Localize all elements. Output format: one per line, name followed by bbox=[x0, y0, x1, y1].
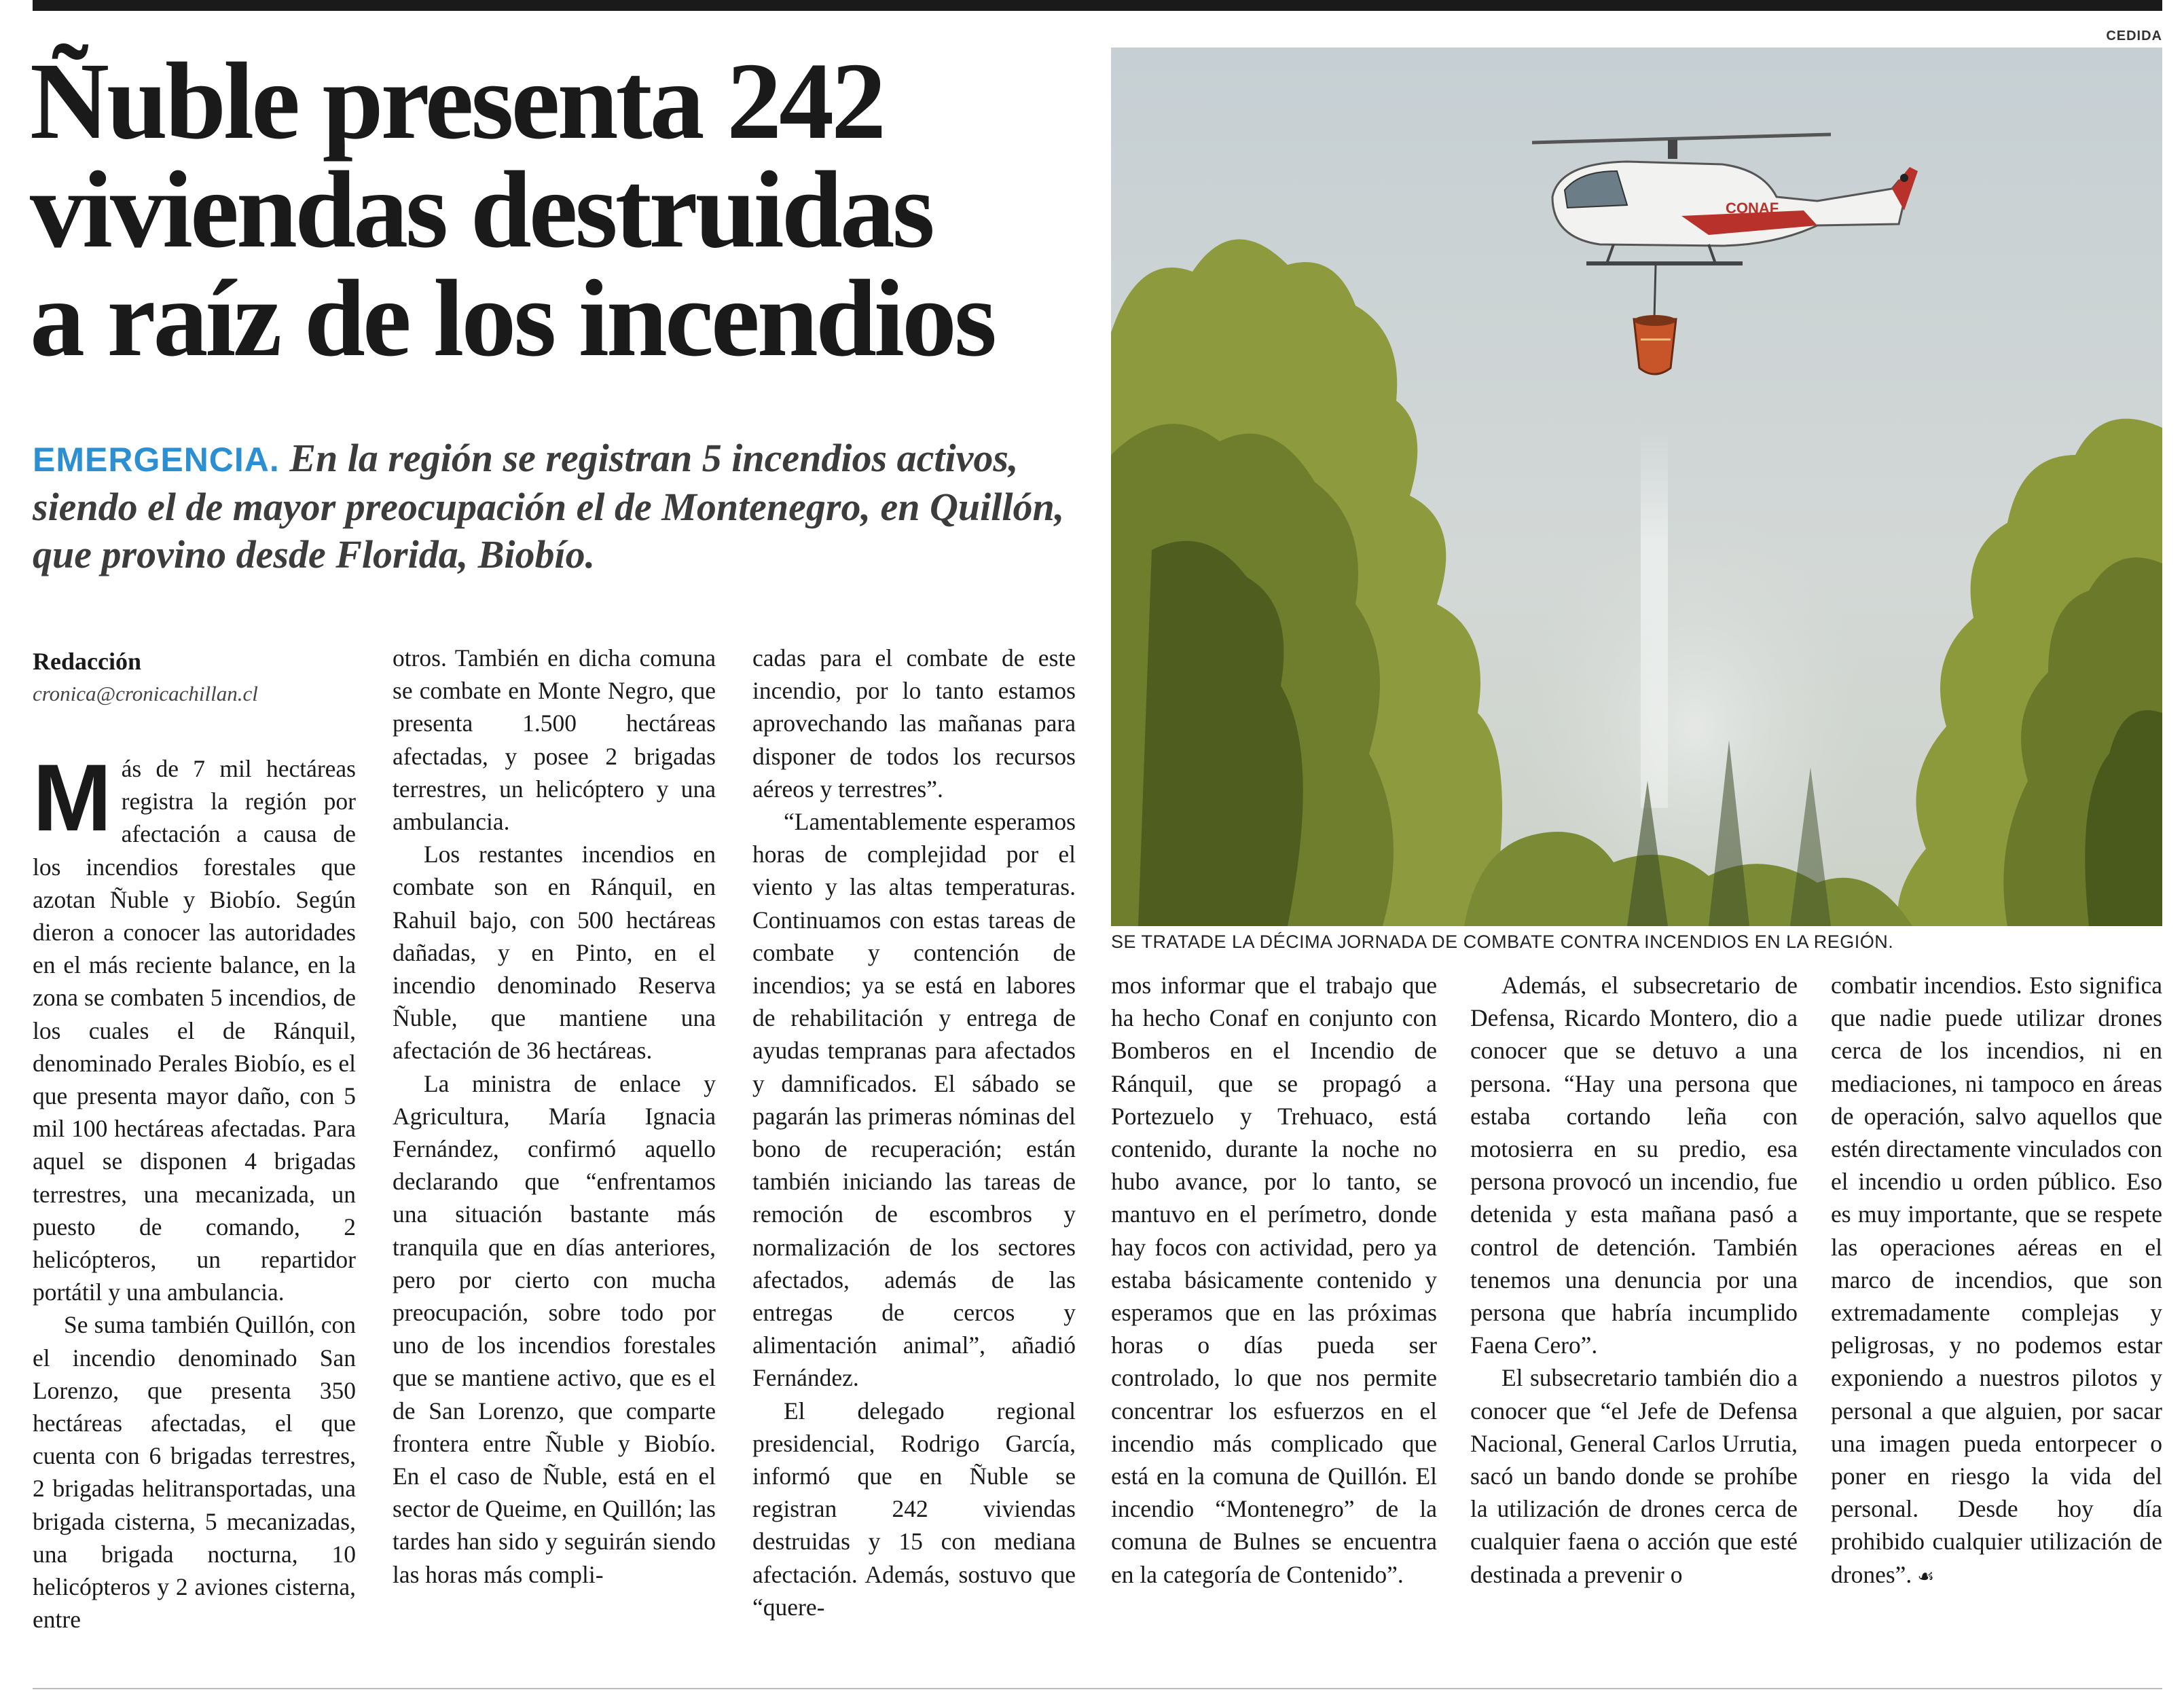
water-bucket bbox=[1634, 315, 1676, 374]
paragraph-6: cadas para el combate de este incendio, por lo tanto estamos aprovechando las mañanas para disponer de todos los recursos aéreos y terrestres”. bbox=[752, 644, 1076, 803]
headline-line-1: Ñuble presenta 242 bbox=[30, 41, 884, 162]
paragraph-3: otros. También en dicha comuna se combate en Monte Negro, que presenta 1.500 hectáreas afectadas, y posee 2 brigadas terrestres, un helicóptero y una ambulancia. bbox=[393, 644, 716, 836]
drop-cap: M bbox=[33, 744, 112, 851]
byline bbox=[33, 645, 372, 710]
photo-credit: CEDIDA bbox=[2106, 29, 2162, 43]
deck-kicker: EMERGENCIA. bbox=[33, 441, 280, 479]
paragraph-1-text: ás de 7 mil hectáreas registra la región por afectación a causa de los incendios forestales que azotan Ñuble y Biobío. Según dieron a conocer las autoridades en el más reciente balance, en la zona se combaten 5 incendios, de los cuales el de Ránquil, denominado Perales Biobío, es el que presenta mayor daño, con 5 mil 100 hectáreas afectadas. Para aquel se disponen 4 brigadas terrestres, una mecanizada, un puesto de comando, 2 helicópteros, un repartidor portátil y una ambulancia. bbox=[33, 755, 356, 1306]
article-column-1 bbox=[33, 744, 356, 1636]
deck-text: En la región se registran 5 incendios activos, siendo el de mayor preocupación el de Montenegro, en Quillón, que provino desde Florida, Biobío. bbox=[33, 436, 1065, 576]
paragraph-9: mos informar que el trabajo que ha hecho Conaf en conjunto con Bomberos en el Incendio de Ránquil, que se propagó a Portezuelo y Trehuaco, está contenido, durante la noche no hubo avance, por lo tanto, se mantuvo en el perímetro, donde hay focos con actividad, pero ya estaba básicamente contenido y esperamos que en las próximas horas o días pueda ser controlado, lo que nos permite concentrar los esfuerzos en el incendio más complicado que está en la comuna de Quillón. El incendio “Montenegro” de la comuna de Bulnes se encuentra en la categoría de Contenido”. bbox=[1111, 972, 1437, 1588]
paragraph-1 bbox=[33, 744, 356, 1308]
water-drop-stream bbox=[1641, 428, 1668, 808]
top-rule bbox=[33, 0, 2162, 11]
headline-line-2: viviendas destruidas bbox=[30, 149, 932, 271]
helicopter-photo-illustration bbox=[1111, 48, 2162, 926]
byline-email: cronica@cronicachillan.cl bbox=[33, 682, 258, 705]
paragraph-12 bbox=[1831, 969, 2162, 1593]
paragraph-2: Se suma también Quillón, con el incendio denominado San Lorenzo, que presenta 350 hectáreas afectadas, el que cuenta con 6 brigadas terrestres, 2 brigadas helitransportadas, una brigada cisterna, 5 mecanizadas, una brigada nocturna, 10 helicópteros y 2 aviones cisterna, entre bbox=[33, 1311, 356, 1634]
end-mark-icon: ☙ bbox=[1917, 1564, 1935, 1587]
paragraph-7: “Lamentablemente esperamos horas de complejidad por el viento y las altas temperaturas. Continuamos con estas tareas de combate y contención de incendios; ya se está en labores de rehabilitación y entrega de ayudas tempranas para afectados y damnificados. El sábado se pagarán las primeras nóminas del bono de recuperación; están también iniciando las tareas de remoción de escombros y normalización de los sectores afectados, además de las entregas de cercos y alimentación animal”, añadió Fernández. bbox=[752, 808, 1076, 1392]
deck bbox=[33, 435, 1092, 578]
paragraph-8: El delegado regional presidencial, Rodrigo García, informó que en Ñuble se registran 242 viviendas destruidas y 15 con mediana afectación. Además, sostuvo que “quere- bbox=[752, 1397, 1076, 1621]
article-column-6 bbox=[1831, 969, 2162, 1593]
photo-caption: SE TRATADE LA DÉCIMA JORNADA DE COMBATE CONTRA INCENDIOS EN LA REGIÓN. bbox=[1111, 932, 1894, 952]
article-column-4 bbox=[1111, 969, 1437, 1591]
paragraph-11: El subsecretario también dio a conocer que “el Jefe de Defensa Nacional, General Carlos Urrutia, sacó un bando donde se prohíbe la utilización de drones cerca de cualquier faena o acción que esté destinada a prevenir o bbox=[1470, 1364, 1798, 1588]
paragraph-4: Los restantes incendios en combate son en Ránquil, en Rahuil bajo, con 500 hectáreas dañadas, y en Pinto, en el incendio denominado Reserva Ñuble, que mantiene una afectación de 36 hectáreas. bbox=[393, 841, 716, 1065]
article-column-5 bbox=[1470, 969, 1798, 1591]
news-photo bbox=[1111, 48, 2162, 926]
bottom-rule bbox=[33, 1688, 2162, 1689]
paragraph-10: Además, el subsecretario de Defensa, Ricardo Montero, dio a conocer que se detuvo a una persona. “Hay una persona que estaba cortando leña con motosierra en su predio, esa persona provocó un incendio, fue detenida y esta mañana pasó a control de detención. También tenemos una denuncia por una persona que habría incumplido Faena Cero”. bbox=[1470, 972, 1798, 1359]
paragraph-12-text: combatir incendios. Esto significa que nadie puede utilizar drones cerca de los incendios, ni en mediaciones, ni tampoco en áreas de operación, salvo aquellos que estén directamente vinculados con el incendio u orden público. Eso es muy importante, que se respete las operaciones aéreas en el marco de incendios, que son extremadamente complejas y peligrosas, y no podemos estar exponiendo a nuestros pilotos y personal a que alguien, por sacar una imagen pueda entorpecer o poner en riesgo la vida del personal. Desde hoy día prohibido cualquier utilización de drones”. bbox=[1831, 972, 2162, 1588]
headline bbox=[30, 41, 1116, 380]
paragraph-5: La ministra de enlace y Agricultura, María Ignacia Fernández, confirmó aquello declarando que “enfrentamos una situación bastante más tranquila que en días anteriores, pero por cierto con mucha preocupación, sobre todo por uno de los incendios forestales que se mantiene activo, que es el de San Lorenzo, que comparte frontera entre Ñuble y Biobío. En el caso de Ñuble, está en el sector de Queime, en Quillón; las tardes han sido y seguirán siendo las horas más compli- bbox=[393, 1069, 716, 1588]
headline-line-3: a raíz de los incendios bbox=[30, 258, 995, 380]
byline-author: Redacción bbox=[33, 648, 141, 675]
article-column-3 bbox=[752, 642, 1076, 1623]
article-column-2 bbox=[393, 642, 716, 1591]
helicopter-label: CONAF bbox=[1726, 200, 1779, 217]
